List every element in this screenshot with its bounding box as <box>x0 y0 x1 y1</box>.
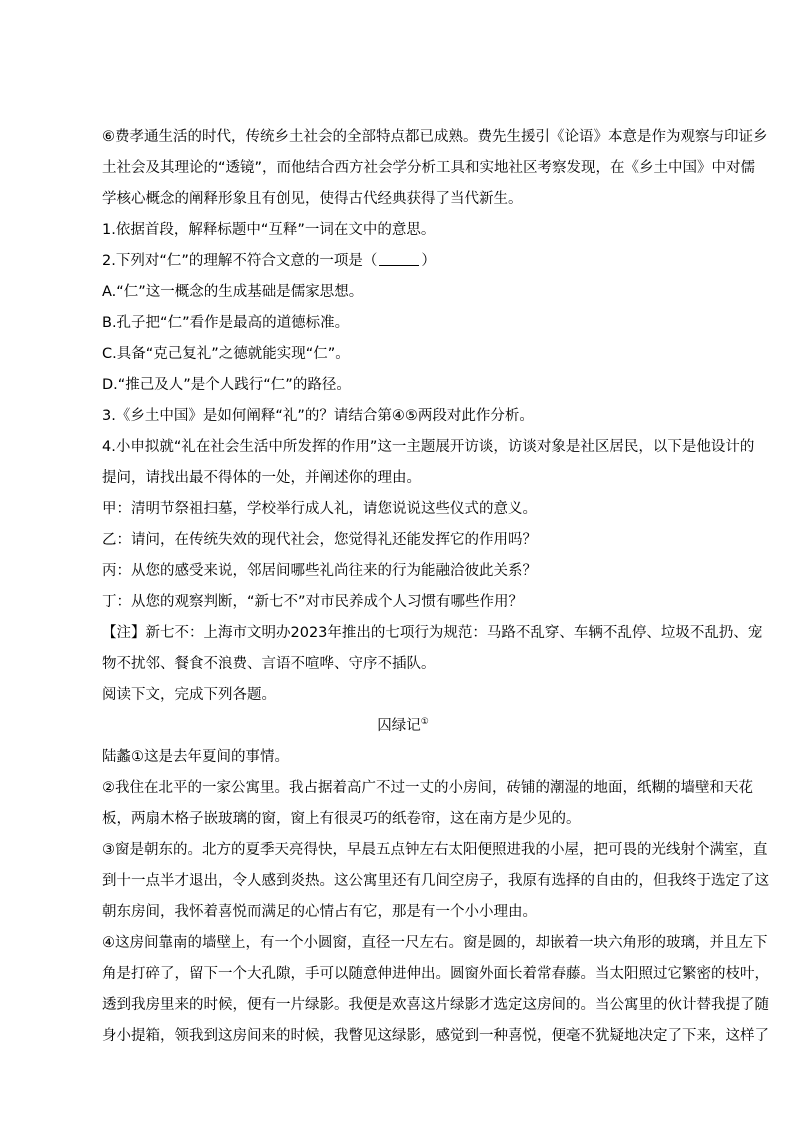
question-2-close: ） <box>421 253 436 269</box>
option-d: D.“推己及人”是个人践行“仁”的路径。 <box>102 377 351 393</box>
essay-paragraph-4-line-3: 透到我房里来的时候，便有一片绿影。我便是欢喜这片绿影才选定这房间的。当公寓里的伙计替我提了随 <box>102 997 769 1013</box>
essay-paragraph-3-line-3: 朝东房间，我怀着喜悦而满足的心情占有它，那是有一个小小理由。 <box>102 904 537 920</box>
interview-item-jia: 甲：清明节祭祖扫墓，学校举行成人礼，请您说说这些仪式的意义。 <box>102 501 537 517</box>
essay-paragraph-2-line-2: 板，两扇木格子嵌玻璃的窗，窗上有很灵巧的纸卷帘，这在南方是少见的。 <box>102 811 581 827</box>
paragraph-6-line-3: 学核心概念的阐释形象且有创见，使得古代经典获得了当代新生。 <box>102 191 523 207</box>
essay-paragraph-3-line-2: 到十一点半才退出，令人感到炎热。这公寓里还有几间空房子，我原有选择的自由的，但我终于选定了这 <box>102 873 769 889</box>
essay-paragraph-1: 陆蠡①这是去年夏间的事情。 <box>102 749 289 765</box>
option-c: C.具备“克己复礼”之德就能实现“仁”。 <box>102 346 350 362</box>
answer-blank[interactable] <box>379 251 419 266</box>
option-a: A.“仁”这一概念的生成基础是儒家思想。 <box>102 284 364 300</box>
essay-paragraph-4-line-1: ④这房间靠南的墙壁上，有一个小圆窗，直径一尺左右。窗是圆的，却嵌着一块六角形的玻璃，并且左下 <box>102 935 768 951</box>
essay-title-text: 囚绿记 <box>377 718 421 734</box>
question-1: 1.依据首段，解释标题中“互释”一词在文中的意思。 <box>102 222 436 238</box>
note-line-2: 物不扰邻、餐食不浪费、言语不喧哗、守序不插队。 <box>102 656 436 672</box>
interview-item-ding: 丁：从您的观察判断，“新七不”对市民养成个人习惯有哪些作用？ <box>102 594 524 610</box>
option-b: B.孔子把“仁”看作是最高的道德标准。 <box>102 315 350 331</box>
question-2 <box>102 246 694 277</box>
interview-item-yi: 乙：请问，在传统失效的现代社会，您觉得礼还能发挥它的作用吗？ <box>102 532 537 548</box>
paragraph-6-line-2: 土社会及其理论的“透镜”，而他结合西方社会学分析工具和实地社区考察发现，在《乡土中国》中对儒 <box>102 160 756 176</box>
footnote-mark: ① <box>420 717 429 728</box>
essay-paragraph-4-line-2: 角是打碎了，留下一个大孔隙，手可以随意伸进伸出。圆窗外面长着常春藤。当太阳照过它繁密的枝叶， <box>102 966 769 982</box>
interview-item-bing: 丙：从您的感受来说，邻居间哪些礼尚往来的行为能融洽彼此关系？ <box>102 563 537 579</box>
question-2-text: 2.下列对“仁”的理解不符合文意的一项是（ <box>102 253 378 269</box>
note-line-1: 【注】新七不：上海市文明办2023年推出的七项行为规范：马路不乱穿、车辆不乱停、垃圾不乱扔、宠 <box>102 625 763 641</box>
essay-paragraph-4-line-4: 身小提箱，领我到这房间来的时候，我瞥见这绿影，感觉到一种喜悦，便毫不犹疑地决定了下来，这样了 <box>102 1028 769 1044</box>
essay-title <box>102 711 694 742</box>
essay-paragraph-2-line-1: ②我住在北平的一家公寓里。我占据着高广不过一丈的小房间，砖铺的潮湿的地面，纸糊的墙壁和天花 <box>102 780 753 796</box>
question-4-line-2: 提问，请找出最不得体的一处，并阐述你的理由。 <box>102 470 421 486</box>
question-3: 3.《乡土中国》是如何阐释“礼”的？请结合第④⑤两段对此作分析。 <box>102 408 534 424</box>
document-body <box>102 122 769 1052</box>
question-4-line-1: 4.小申拟就“礼在社会生活中所发挥的作用”这一主题展开访谈，访谈对象是社区居民，以下是他设计的 <box>102 439 755 455</box>
paragraph-6-line-1: ⑥费孝通生活的时代，传统乡土社会的全部特点都已成熟。费先生援引《论语》本意是作为观察与印证乡 <box>102 129 768 145</box>
reading-instruction: 阅读下文，完成下列各题。 <box>102 687 276 703</box>
essay-paragraph-3-line-1: ③窗是朝东的。北方的夏季天亮得快，早晨五点钟左右太阳便照进我的小屋，把可畏的光线射个满室，直 <box>102 842 768 858</box>
